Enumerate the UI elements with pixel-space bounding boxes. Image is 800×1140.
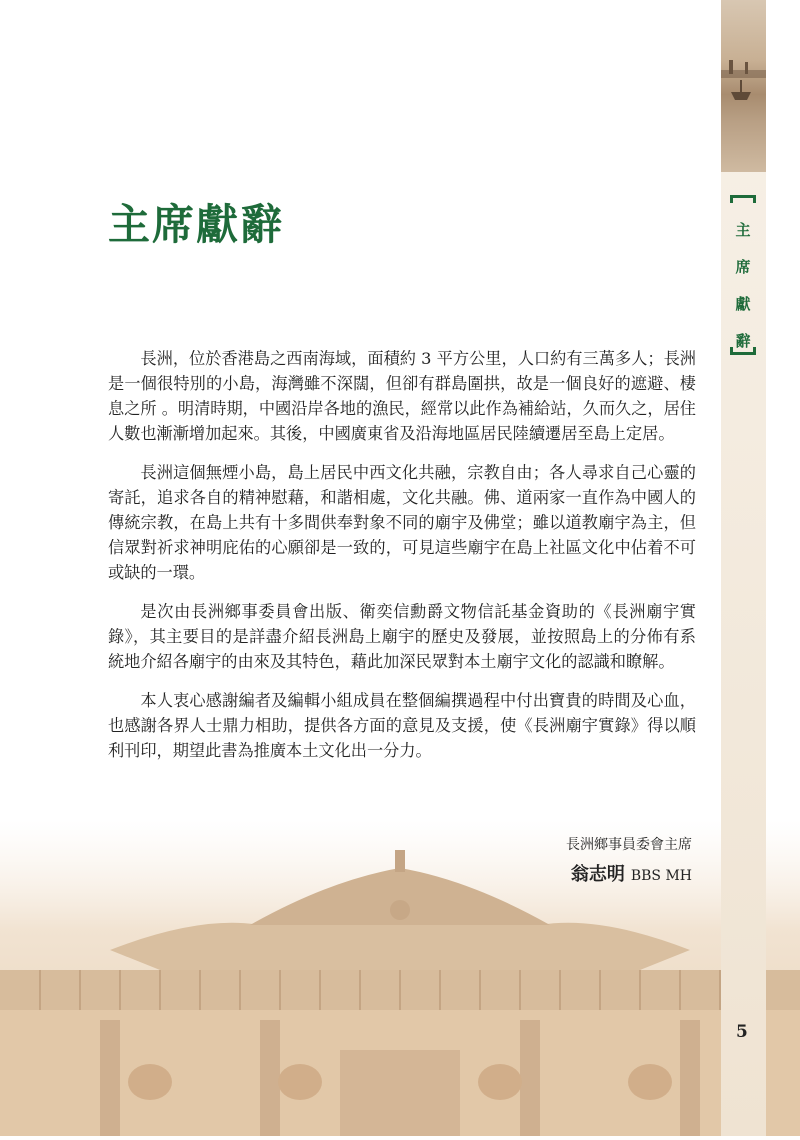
message-body [108,346,696,777]
sidebar-char: 辭 [735,332,751,350]
paragraph: 長洲這個無煙小島，島上居民中西文化共融，宗教自由；各人尋求自己心靈的寄託，追求各自的精神慰藉，和諧相處，文化共融。佛、道兩家一直作為中國人的傳統宗教，在島上共有十多間供奉對象不同的廟宇及佛堂；雖以道教廟宇為主，但信眾對祈求神明庇佑的心願卻是一致的，可見這些廟宇在島上社區文化中佔着不可或缺的一環。 [108,463,696,582]
paragraph: 長洲，位於香港島之西南海域，面積約 3 平方公里，人口約有三萬多人；長洲是一個很特別的小島，海灣雖不深闊，但卻有群島圍拱，故是一個良好的遮避、棲息之所 。明清時期，中國沿岸各地的漁民，經常以此作為補給站，久而久之，居住人數也漸漸增加起來。其後，中國廣東省及沿海地區居民陸續遷居至島上定居。 [108,349,696,443]
signature-role: 長洲鄉事員委會主席 [566,837,692,853]
signature-name: 翁志明 [570,864,625,885]
page-number: 5 [736,1022,748,1042]
harbor-photo [721,0,766,172]
signature-line [571,860,692,886]
signature-honors: BBS MH [630,868,692,884]
sidebar-char: 主 [735,221,751,239]
sidebar-char: 席 [735,258,751,276]
paragraph: 是次由長洲鄉事委員會出版、衛奕信勳爵文物信託基金資助的《長洲廟宇實錄》，其主要目的是詳盡介紹長洲島上廟宇的歷史及發展，並按照島上的分佈有系統地介紹各廟宇的由來及其特色，藉此加深民眾對本土廟宇文化的認識和瞭解。 [108,602,696,671]
page-title: 主席獻辭 [108,200,285,249]
sidebar-char: 獻 [735,295,751,313]
paragraph: 本人衷心感謝編者及編輯小組成員在整個編撰過程中付出寶貴的時間及心血，也感謝各界人士鼎力相助，提供各方面的意見及支援，使《長洲廟宇實錄》得以順利刊印，期望此書為推廣本土文化出一分力。 [108,691,696,760]
sidebar-section-label [730,212,756,360]
